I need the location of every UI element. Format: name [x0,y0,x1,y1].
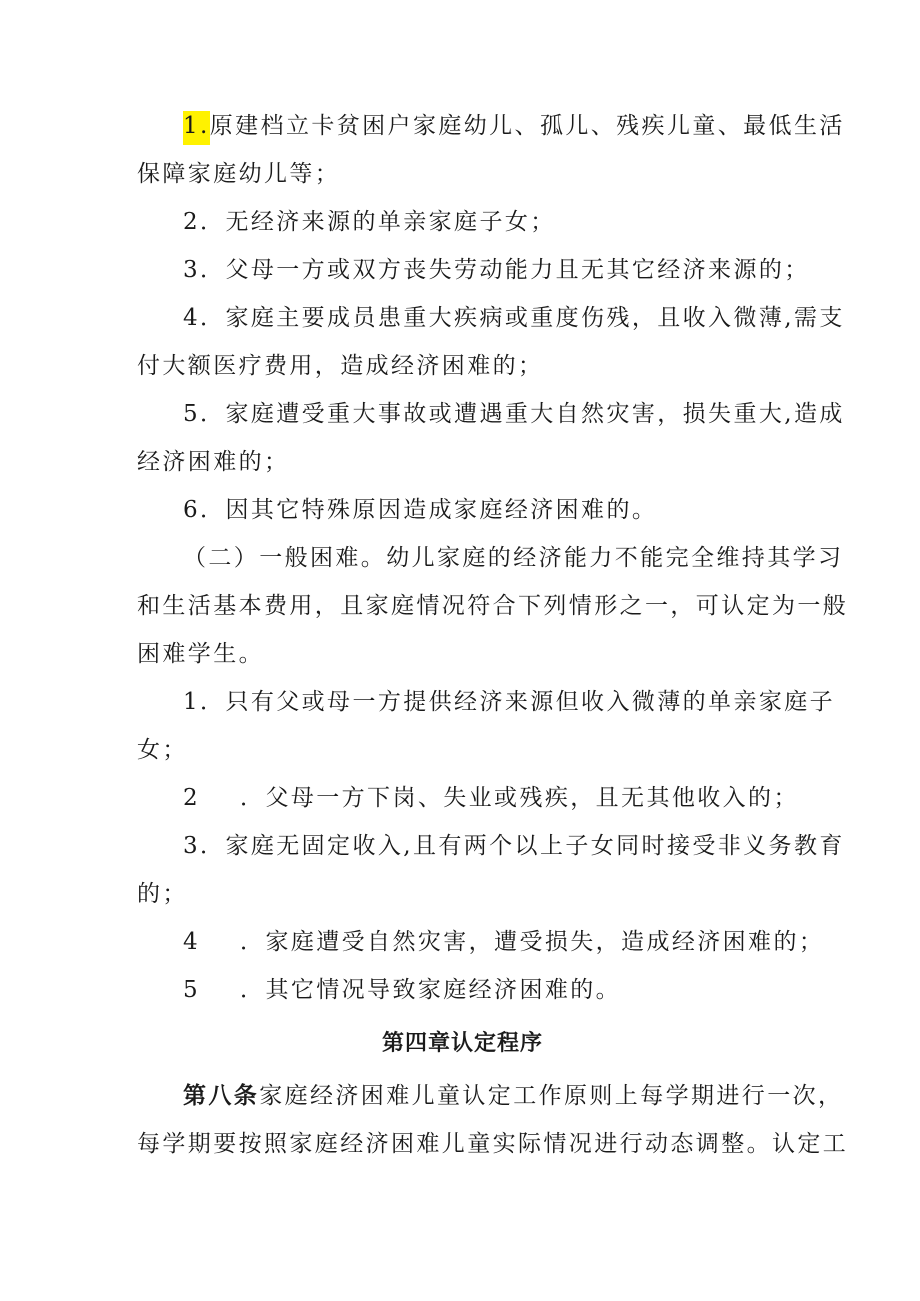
general-intro-line-2: 和生活基本费用，且家庭情况符合下列情形之一，可认定为一般 [137,593,849,619]
item-text: ．家庭遭受自然灾害，遭受损失，造成经济困难的； [240,929,825,955]
item-text: ．家庭无固定收入,且有两个以上子女同时接受非义务教育 [200,833,845,859]
item-text: ．无经济来源的单亲家庭子女； [200,209,556,235]
general-item-2 [137,774,799,822]
item-text: ．父母一方下岗、失业或残疾，且无其他收入的； [240,785,799,811]
item-text: ．其它情况导致家庭经济困难的。 [240,977,622,1003]
item-number: 4 [183,929,201,955]
severe-item-1-line-2: 保障家庭幼儿等； [137,161,341,187]
general-item-3-line-1 [137,822,845,870]
item-text: ．家庭遭受重大事故或遭遇重大自然灾害，损失重大,造成 [200,401,845,427]
item-number: 2 [183,785,201,811]
article-8-line-1 [137,1072,844,1120]
severe-item-3 [137,246,810,294]
severe-item-6 [137,486,788,534]
general-item-4 [137,918,825,966]
item-number: 5 [183,401,201,427]
severe-item-2 [137,198,788,246]
general-item-1-line-2: 女； [137,737,188,763]
severe-item-4-line-2: 付大额医疗费用，造成经济困难的； [137,353,544,379]
general-item-3-line-2: 的； [137,881,188,907]
article-8-line-2: 每学期要按照家庭经济困难儿童实际情况进行动态调整。认定工 [137,1131,849,1157]
item-text: ．家庭主要成员患重大疾病或重度伤残，且收入微薄,需支 [200,305,845,331]
severe-item-5-line-2: 经济困难的； [137,449,290,475]
item-number: 6 [183,497,201,523]
article-text: 家庭经济困难儿童认定工作原则上每学期进行一次， [259,1083,844,1109]
general-item-1-line-1 [137,678,836,726]
severe-item-4-line-1 [137,294,845,342]
item-number: 3 [183,833,201,859]
item-text: ．父母一方或双方丧失劳动能力且无其它经济来源的； [200,257,810,283]
severe-item-1-text: 原建档立卡贫困户家庭幼儿、孤儿、残疾儿童、最低生活 [209,113,845,139]
item-number: 4 [183,305,201,331]
severe-item-5-line-1 [137,390,845,438]
item-number: 5 [183,977,201,1003]
general-intro-line-3: 困难学生。 [137,641,264,667]
item-number: 2 [183,209,201,235]
item-number: 1 [183,689,201,715]
general-intro-line-1: （二）一般困难。幼儿家庭的经济能力不能完全维持其学习 [183,545,844,571]
article-label: 第八条 [183,1083,260,1109]
highlighted-number: 1. [183,111,210,145]
item-text: ．只有父或母一方提供经济来源但收入微薄的单亲家庭子 [200,689,836,715]
item-text: ．因其它特殊原因造成家庭经济困难的。 [200,497,658,523]
chapter-title: 第四章认定程序 [381,1031,543,1056]
general-item-5 [137,966,788,1014]
item-number: 3 [183,257,201,283]
severe-item-1-line-1 [137,102,845,150]
